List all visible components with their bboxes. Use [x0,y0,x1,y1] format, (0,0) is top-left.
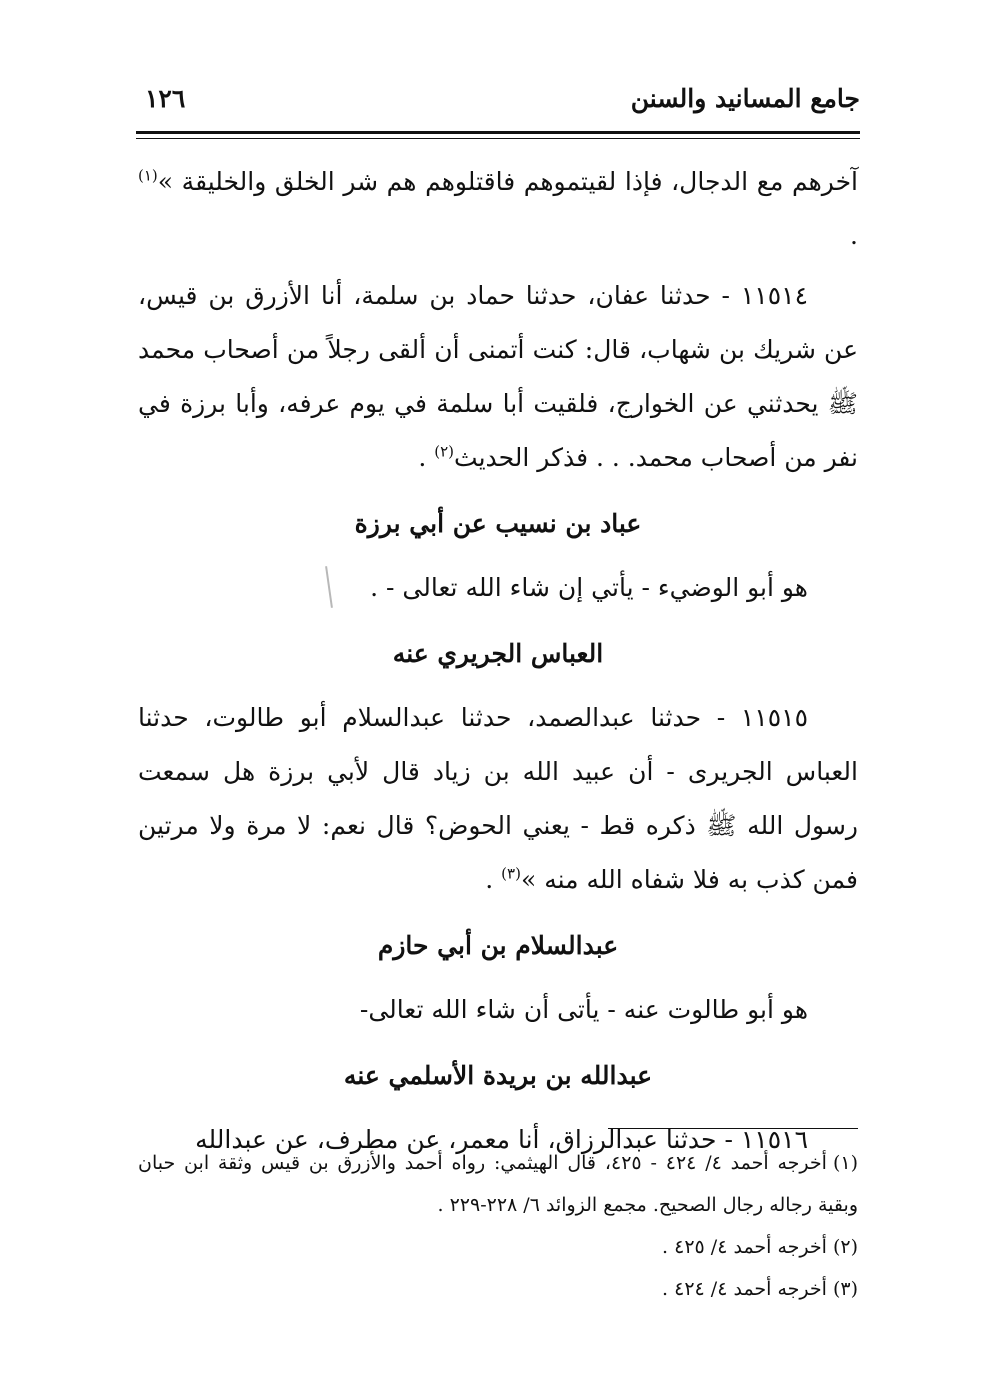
footnote-2-text: أخرجه أحمد ٤/ ٤٢٥ . [662,1236,827,1258]
hadith-11515-end: . [485,865,502,894]
footnote-ref-1: (١) [138,166,158,185]
section-heading-abdullah: عبدالله بن بريدة الأسلمي عنه [343,1061,653,1090]
paragraph-1-text: آخرهم مع الدجال، فإذا لقيتموهم فاقتلوهم هم شر الخلق والخليقة » [157,167,858,196]
main-text [138,155,858,1173]
section-heading-abbas: العباس الجريري عنه [392,639,604,668]
header-rule-thin [136,138,860,139]
footnote-ref-2: (٢) [434,442,455,461]
hadith-11515-text: ١١٥١٥ - حدثنا عبدالصمد، حدثنا عبدالسلام أبو طالوت، حدثنا العباس الجريرى - أن عبيد الله بن زياد قال لأبي برزة هل سمعت رسول الله ﷺ ذكره قط - يعني الحوض؟ قال نعم: لا مرة ولا مرتين فمن كذب به فلا شفاه الله منه » [138,703,858,894]
hadith-11515 [138,691,858,907]
paragraph-1-end: . [850,221,858,250]
paragraph-1 [138,155,858,263]
footnote-1-text: أخرجه أحمد ٤/ ٤٢٤ - ٤٢٥، قال الهيثمي: رواه أحمد والأزرق بن قيس وثقة ابن حبان وبقية رجاله رجال الصحيح. مجمع الزوائد ٦/ ٢٢٨-٢٢٩ . [138,1152,858,1216]
paragraph-abdulsalam: هو أبو طالوت عنه - يأتى أن شاء الله تعالى- [359,995,808,1024]
footnote-ref-3: (٣) [501,864,521,883]
footnote-rule [608,1128,858,1129]
paragraph-abbad: هو أبو الوضيء - يأتي إن شاء الله تعالى - . [370,573,808,602]
book-title: جامع المسانيد والسنن [630,84,860,113]
footnote-1-number: (١) [832,1152,858,1174]
footnotes [138,1142,858,1310]
footnote-2-number: (٢) [832,1236,858,1258]
footnote-1 [138,1142,858,1226]
section-heading-abbad: عباد بن نسيب عن أبي برزة [354,509,642,538]
page-number: ١٢٦ [145,84,186,113]
hadith-11516: ١١٥١٦ - حدثنا عبدالرزاق، أنا معمر، عن مطرف، عن عبدالله [195,1125,808,1154]
footnote-3-text: أخرجه أحمد ٤/ ٤٢٤ . [662,1278,827,1300]
footnote-3-number: (٣) [832,1278,858,1300]
hadith-11514 [138,269,858,485]
page-header [135,78,860,122]
hadith-11514-text: ١١٥١٤ - حدثنا عفان، حدثنا حماد بن سلمة، أنا الأزرق بن قيس، عن شريك بن شهاب، قال: كنت أتمنى أن ألقى رجلاً من أصحاب محمد ﷺ يحدثني عن الخوارج، فلقيت أبا سلمة في يوم عرفه، وأبا برزة في نفر من أصحاب محمد. . . فذكر الحديث [138,281,858,472]
section-heading-abdulsalam: عبدالسلام بن أبي حازم [377,931,619,960]
footnote-2 [138,1226,858,1268]
footnote-3 [138,1268,858,1310]
header-rule [136,131,860,134]
hadith-11514-end: . [418,443,435,472]
